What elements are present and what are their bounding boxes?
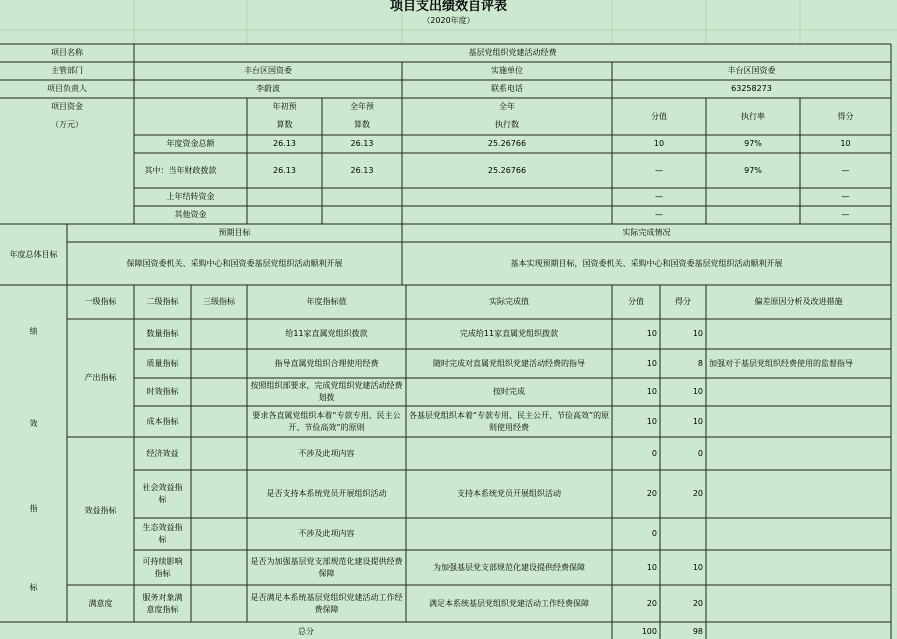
indicator-note [706, 470, 891, 518]
indicator-got: 10 [692, 562, 703, 572]
expected-goal-header: 预期目标 [218, 228, 251, 237]
indicator-got: 10 [692, 329, 703, 338]
funds-row-name: 其中：当年财政拨款 [144, 165, 217, 175]
indicator-score: 0 [651, 448, 657, 458]
indicator-l2: 数量指标 [146, 329, 179, 338]
indicator-got: 0 [697, 448, 703, 458]
indicator-l2: 服务对象满意度指标 [142, 592, 183, 614]
indicator-target: 按照组织部要求，完成党组织党建活动经费划拨 [250, 381, 403, 402]
full-budget-header-2: 算数 [354, 120, 370, 129]
indicator-note [706, 319, 891, 349]
unit-label: 实施单位 [491, 66, 523, 75]
indicator-actual: 支持本系统党员开展组织活动 [457, 489, 561, 498]
funds-row-score: — [655, 210, 663, 219]
full-budget-header: 全年预 [350, 102, 374, 111]
indicator-target: 给11家直属党组织拨款 [285, 329, 368, 338]
funds-row-exec: 25.26766 [487, 139, 527, 148]
indicator-score: 20 [646, 489, 657, 498]
indicator-target: 是否支持本系统党员开展组织活动 [266, 489, 387, 498]
funds-row-got: — [841, 210, 850, 219]
indicator-score: 0 [651, 529, 657, 538]
total-got: 98 [692, 626, 703, 636]
indicator-note: 加强对于基层党组织经费使用的监督指导 [709, 358, 853, 368]
project-name-label: 项目名称 [51, 48, 83, 57]
funds-row-rate: 97% [744, 165, 762, 175]
unit-value: 丰台区国资委 [727, 66, 776, 75]
target-value-header: 年度指标值 [306, 297, 347, 306]
funds-row-budget: 26.13 [273, 165, 296, 175]
score-header: 分值 [628, 297, 644, 306]
level3-header: 三级指标 [203, 297, 235, 306]
indicator-got: 8 [697, 358, 703, 368]
funds-row-name: 其他资金 [174, 210, 207, 219]
total-score: 100 [641, 626, 657, 636]
dept-value: 丰台区国资委 [244, 66, 292, 75]
funds-row-rate: 97% [744, 139, 762, 148]
page-title: 项目支出绩效自评表 [389, 0, 507, 14]
indicator-target: 是否满足本系统基层党组织党建活动工作经费保障 [250, 592, 403, 614]
indicator-score: 10 [646, 358, 657, 368]
side-label: 指 [29, 504, 38, 513]
indicator-note [706, 378, 891, 406]
indicator-target: 指导直属党组织合理使用经费 [274, 358, 379, 368]
person-label: 项目负责人 [47, 84, 87, 93]
level1-header: 一级指标 [84, 297, 117, 306]
indicator-target: 不涉及此项内容 [298, 529, 355, 538]
funds-row-name: 年度资金总额 [166, 139, 215, 148]
side-label: 绩 [29, 327, 38, 336]
indicator-actual [406, 437, 612, 470]
budget-header-2: 算数 [276, 120, 293, 129]
indicator-target: 要求各直属党组织本着“专款专用、民主公开、节俭高效”的原则 [252, 410, 401, 432]
indicator-target: 不涉及此项内容 [298, 448, 355, 458]
project-name-value: 基层党组织党建活动经费 [468, 48, 557, 57]
indicator-l2: 社会效益指标 [142, 483, 183, 504]
indicator-score: 10 [646, 387, 657, 396]
indicator-got: 10 [692, 387, 703, 396]
total-label: 总分 [298, 626, 314, 636]
indicator-l2: 可持续影响指标 [142, 556, 183, 578]
funds-row-got: 10 [840, 139, 851, 148]
indicator-note [706, 518, 891, 550]
side-label: 标 [29, 583, 38, 592]
indicator-score: 10 [646, 562, 657, 572]
got-header: 得分 [675, 297, 691, 306]
actual-goal-text: 基本实现预期目标，国资委机关、采购中心和国资委基层党组织活动顺利开展 [510, 258, 783, 268]
funds-unit: （万元） [51, 120, 83, 129]
funds-row-score: — [655, 192, 663, 201]
phone-value: 63258273 [731, 84, 772, 93]
indicator-actual: 随时完成对直属党组织党建活动经费的指导 [433, 358, 585, 368]
indicator-note [706, 437, 891, 470]
actual-goal-header: 实际完成情况 [622, 228, 671, 237]
indicator-l2: 成本指标 [146, 416, 179, 426]
indicator-l2: 质量指标 [146, 358, 179, 368]
indicator-note [706, 585, 891, 622]
indicator-actual: 为加强基层党支部规范化建设提供经费保障 [433, 562, 585, 572]
exec-header-2: 执行数 [495, 120, 519, 129]
rate-header: 执行率 [741, 111, 765, 121]
annual-goal-label: 年度总体目标 [9, 249, 58, 259]
indicator-score: 10 [646, 329, 657, 338]
budget-header: 年初预 [272, 102, 297, 111]
funds-row-got: — [841, 165, 850, 175]
output-indicator-group: 产出指标 [84, 373, 117, 382]
indicator-score: 10 [646, 416, 657, 426]
person-value: 李蔚波 [256, 84, 280, 93]
indicator-l2: 时效指标 [146, 387, 179, 396]
year-label: （2020年度） [422, 16, 475, 25]
indicator-got: 10 [692, 416, 703, 426]
indicator-actual: 按时完成 [493, 387, 525, 396]
got-header: 得分 [837, 111, 854, 121]
funds-row-full: 26.13 [350, 165, 374, 175]
indicator-target: 是否为加强基层党支部规范化建设提供经费保障 [250, 556, 403, 578]
exec-header: 全年 [499, 102, 515, 111]
funds-row-score: 10 [653, 139, 665, 148]
score-header: 分值 [651, 111, 667, 121]
satisfaction-indicator-group: 满意度 [88, 598, 113, 608]
level2-header: 二级指标 [146, 297, 179, 306]
indicator-score: 20 [646, 598, 657, 608]
indicator-actual [406, 518, 612, 550]
funds-row-got: — [841, 192, 850, 201]
funds-row-exec: 25.26766 [487, 165, 527, 175]
funds-row-full: 26.13 [350, 139, 374, 148]
indicator-actual: 各基层党组织本着“专款专用、民主公开、节俭高效”的原则使用经费 [408, 410, 610, 432]
deviation-header: 偏差原因分析及改进措施 [754, 297, 843, 306]
indicator-l2: 经济效益 [146, 448, 179, 458]
indicator-actual: 满足本系统基层党组织党建活动工作经费保障 [429, 598, 589, 608]
benefit-indicator-group: 效益指标 [84, 506, 117, 515]
expected-goal-text: 保障国资委机关、采购中心和国资委基层党组织活动顺利开展 [126, 258, 343, 268]
indicator-note [706, 406, 891, 437]
indicator-got: 20 [692, 489, 703, 498]
indicator-got: 20 [692, 598, 703, 608]
indicator-l2: 生态效益指标 [142, 523, 183, 544]
side-label: 效 [29, 419, 38, 428]
funds-row-budget: 26.13 [273, 139, 296, 148]
funds-row-score: — [655, 165, 663, 175]
indicator-note [706, 550, 891, 585]
dept-label: 主管部门 [51, 66, 83, 75]
funds-row-name: 上年结转资金 [166, 192, 215, 201]
actual-value-header: 实际完成值 [489, 297, 529, 306]
funds-label: 项目资金 [51, 102, 83, 111]
indicator-actual: 完成给11家直属党组织拨款 [459, 329, 559, 338]
indicator-got [660, 518, 706, 550]
phone-label: 联系电话 [491, 84, 523, 93]
